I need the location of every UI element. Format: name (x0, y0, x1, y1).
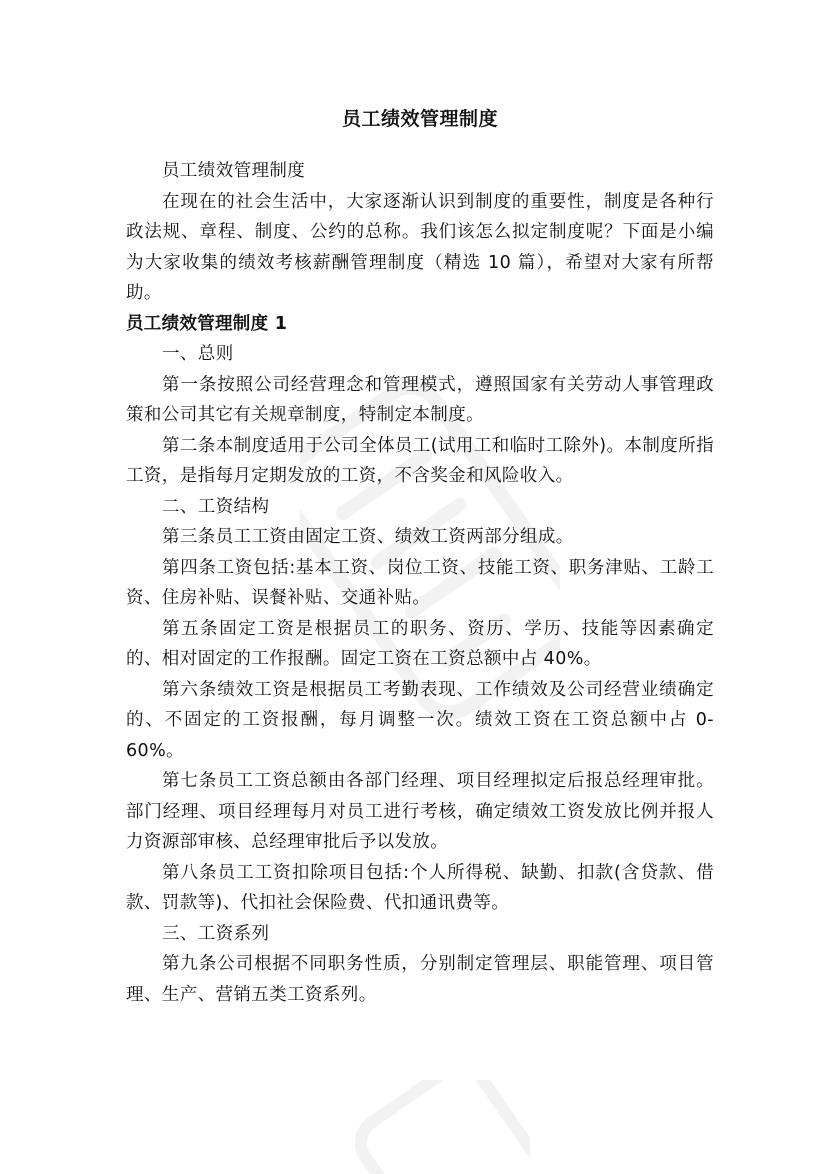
paragraph: 第二条本制度适用于公司全体员工(试用工和临时工除外)。本制度所指工资，是指每月定期发放的工资，不含奖金和风险收入。 (126, 435, 714, 486)
watermark-fragment-icon (330, 1080, 530, 1174)
paragraph: 在现在的社会生活中，大家逐渐认识到制度的重要性，制度是各种行政法规、章程、制度、公约的总称。我们该怎么拟定制度呢？下面是小编为大家收集的绩效考核薪酬管理制度（精选 10 篇），希望对大家有所帮助。 (126, 191, 714, 303)
paragraph: 第五条固定工资是根据员工的职务、资历、学历、技能等因素确定的、相对固定的工作报酬。固定工资在工资总额中占 40%。 (126, 618, 714, 669)
page-title: 员工绩效管理制度 (341, 108, 498, 130)
document-blocks (126, 156, 714, 1010)
paragraph: 一、总则 (162, 344, 234, 364)
paragraph: 第三条员工工资由固定工资、绩效工资两部分组成。 (162, 527, 574, 547)
paragraph: 二、工资结构 (162, 496, 270, 517)
section-heading: 员工绩效管理制度 1 (126, 313, 288, 334)
paragraph: 第六条绩效工资是根据员工考勤表现、工作绩效及公司经营业绩确定的、不固定的工资报酬，每月调整一次。绩效工资在工资总额中占 0-60%。 (126, 679, 714, 761)
paragraph: 第四条工资包括:基本工资、岗位工资、技能工资、职务津贴、工龄工资、住房补贴、误餐补贴、交通补贴。 (126, 557, 714, 608)
document-body (126, 104, 714, 1010)
paragraph: 第九条公司根据不同职务性质，分别制定管理层、职能管理、项目管理、生产、营销五类工资系列。 (126, 954, 714, 1005)
paragraph: 第八条员工工资扣除项目包括:个人所得税、缺勤、扣款(含贷款、借款、罚款等)、代扣社会保险费、代扣通讯费等。 (126, 862, 714, 913)
paragraph: 三、工资系列 (162, 923, 270, 944)
paragraph: 第一条按照公司经营理念和管理模式，遵照国家有关劳动人事管理政策和公司其它有关规章制度，特制定本制度。 (126, 374, 714, 425)
paragraph: 员工绩效管理制度 (162, 161, 306, 181)
paragraph: 第七条员工工资总额由各部门经理、项目经理拟定后报总经理审批。部门经理、项目经理每月对员工进行考核，确定绩效工资发放比例并报人力资源部审核、总经理审批后予以发放。 (126, 771, 714, 852)
